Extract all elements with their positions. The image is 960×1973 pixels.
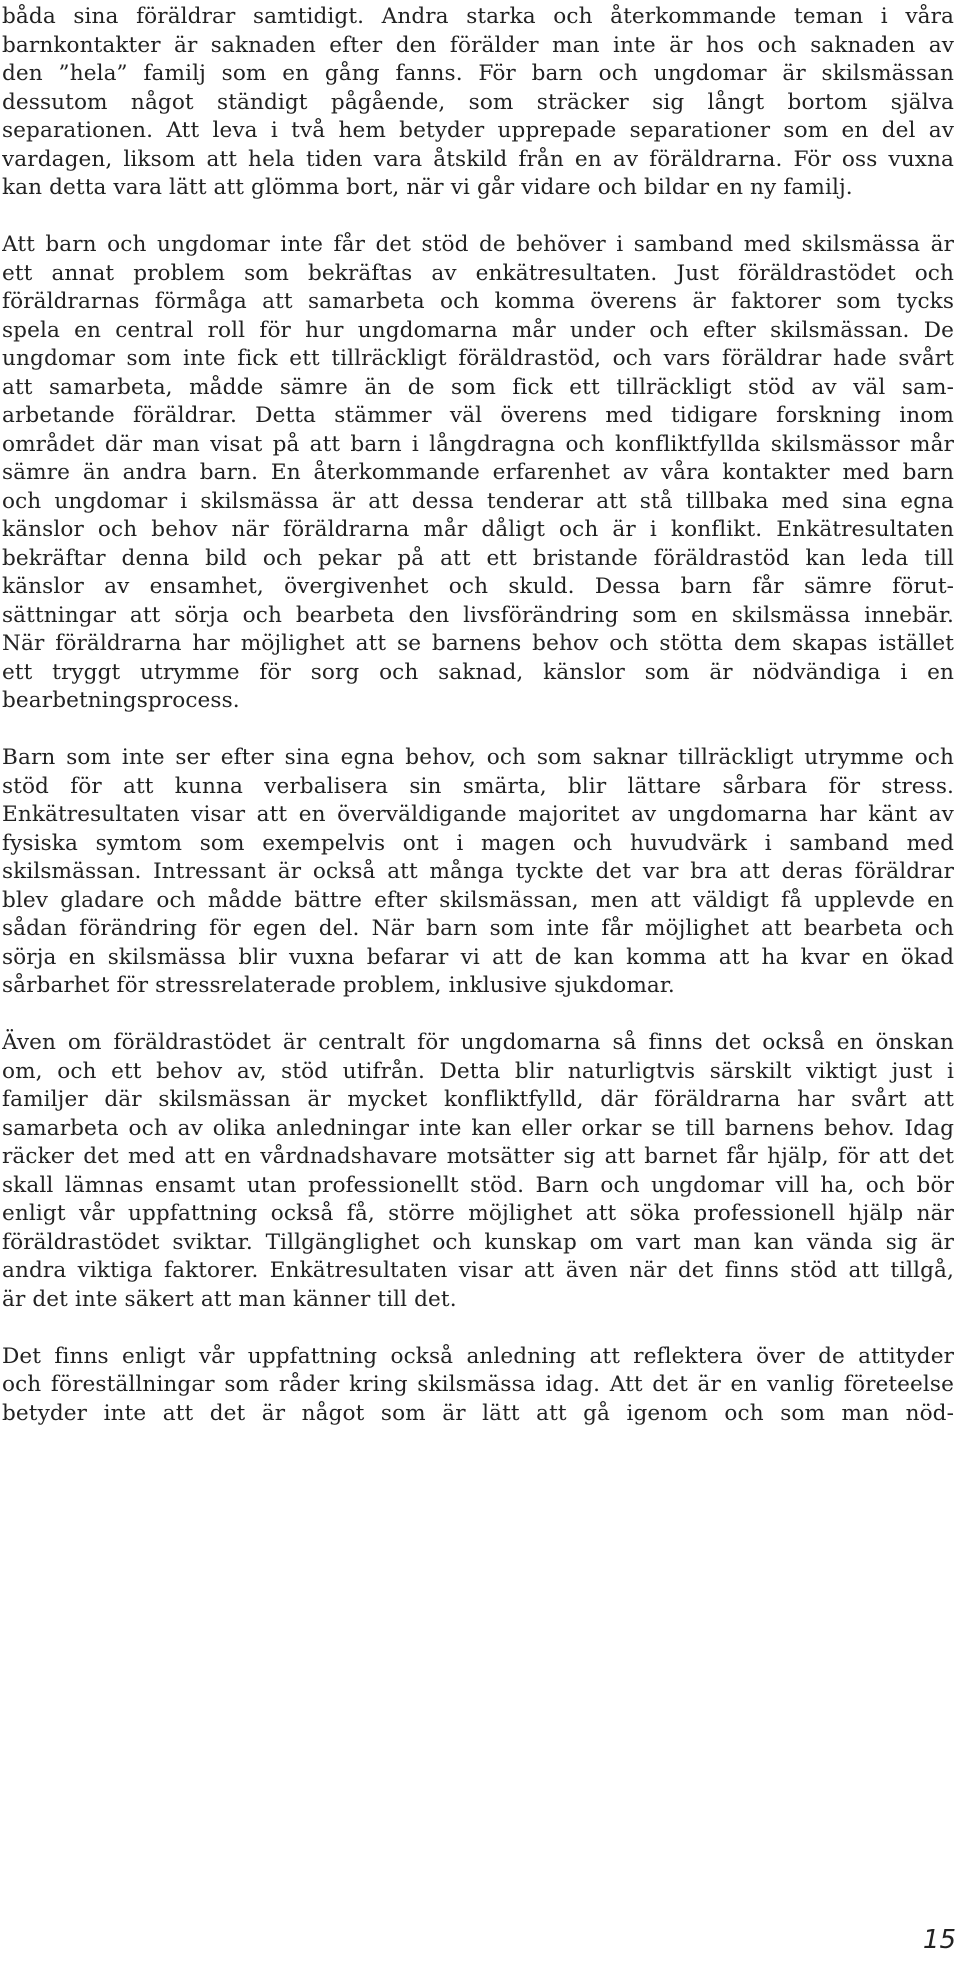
text-line: sämre än andra barn. En återkommande erfarenhet av våra kontakter med barn: [2, 460, 954, 485]
text-line: bearbetningsprocess.: [2, 688, 240, 713]
text-line: och ungdomar i skilsmässa är att dessa tenderar att stå tillbaka med sina egna: [2, 489, 954, 514]
text-line: bekräftar denna bild och pekar på att ett bristande föräldrastöd kan leda till: [2, 546, 954, 571]
text-line: skall lämnas ensamt utan professionellt stöd. Barn och ungdomar vill ha, och bör: [2, 1173, 954, 1198]
text-line: dessutom något ständigt pågående, som sträcker sig långt bortom själva: [2, 90, 954, 115]
text-line: familjer där skilsmässan är mycket konfliktfylld, där föräldrarna har svårt att: [2, 1087, 954, 1112]
text-line: är det inte säkert att man känner till det.: [2, 1287, 457, 1312]
text-line: barnkontakter är saknaden efter den förälder man inte är hos och saknaden av: [2, 33, 954, 58]
text-line: arbetande föräldrar. Detta stämmer väl överens med tidigare forskning inom: [2, 403, 954, 428]
text-line: andra viktiga faktorer. Enkätresultaten visar att även när det finns stöd att tillgå,: [2, 1258, 954, 1283]
text-line: och föreställningar som råder kring skilsmässa idag. Att det är en vanlig företeelse: [2, 1372, 954, 1397]
text-line: Enkätresultaten visar att en överväldigande majoritet av ungdomarna har känt av: [2, 802, 954, 827]
text-line: känslor och behov när föräldrarna mår dåligt och är i konflikt. Enkätresultaten: [2, 517, 954, 542]
text-line: om, och ett behov av, stöd utifrån. Detta blir naturligtvis särskilt viktigt just i: [2, 1059, 954, 1084]
text-line: sårbarhet för stressrelaterade problem, inklusive sjukdomar.: [2, 973, 675, 998]
page-number: 15: [922, 1925, 956, 1955]
text-line: känslor av ensamhet, övergivenhet och skuld. Dessa barn får sämre förut-: [2, 574, 954, 599]
text-line: sörja en skilsmässa blir vuxna befarar vi att de kan komma att ha kvar en ökad: [2, 945, 954, 970]
text-line: skilsmässan. Intressant är också att många tyckte det var bra att deras föräldrar: [2, 859, 954, 884]
text-line: vardagen, liksom att hela tiden vara åtskild från en av föräldrarna. För oss vuxna: [2, 147, 954, 172]
text-line: båda sina föräldrar samtidigt. Andra starka och återkommande teman i våra: [2, 4, 954, 29]
text-line: stöd för att kunna verbalisera sin smärta, blir lättare sårbara för stress.: [2, 774, 954, 799]
text-line: ungdomar som inte fick ett tillräckligt föräldrastöd, och vars föräldrar hade svårt: [2, 346, 954, 371]
text-line: ett tryggt utrymme för sorg och saknad, känslor som är nödvändiga i en: [2, 660, 954, 685]
text-line: Även om föräldrastödet är centralt för ungdomarna så finns det också en önskan: [2, 1030, 954, 1055]
text-line: sådan förändring för egen del. När barn som inte får möjlighet att bearbeta och: [2, 916, 954, 941]
text-line: sättningar att sörja och bearbeta den livsförändring som en skilsmässa innebär.: [2, 603, 954, 628]
text-line: enligt vår uppfattning också få, större möjlighet att söka professionell hjälp när: [2, 1201, 954, 1226]
text-line: blev gladare och mådde bättre efter skilsmässan, men att väldigt få upplevde en: [2, 888, 954, 913]
text-line: området där man visat på att barn i långdragna och konfliktfyllda skilsmässor mår: [2, 432, 954, 457]
text-line: föräldrarnas förmåga att samarbeta och komma överens är faktorer som tycks: [2, 289, 954, 314]
text-line: fysiska symtom som exempelvis ont i magen och huvudvärk i samband med: [2, 831, 954, 856]
text-line: Att barn och ungdomar inte får det stöd de behöver i samband med skilsmässa är: [2, 232, 954, 257]
text-line: föräldrastödet sviktar. Tillgänglighet och kunskap om vart man kan vända sig är: [2, 1230, 954, 1255]
text-line: När föräldrarna har möjlighet att se barnens behov och stötta dem skapas istället: [2, 631, 954, 656]
text-line: att samarbeta, mådde sämre än de som fick ett tillräckligt stöd av väl sam-: [2, 375, 954, 400]
text-line: Det finns enligt vår uppfattning också anledning att reflektera över de attityder: [2, 1344, 954, 1369]
text-line: ett annat problem som bekräftas av enkätresultaten. Just föräldrastödet och: [2, 261, 954, 286]
text-line: spela en central roll för hur ungdomarna mår under och efter skilsmässan. De: [2, 318, 954, 343]
text-line: betyder inte att det är något som är lätt att gå igenom och som man nöd-: [2, 1401, 954, 1426]
text-line: Barn som inte ser efter sina egna behov, och som saknar tillräckligt utrymme och: [2, 745, 954, 770]
text-line: samarbeta och av olika anledningar inte kan eller orkar se till barnens behov. Idag: [2, 1116, 954, 1141]
text-line: räcker det med att en vårdnadshavare motsätter sig att barnet får hjälp, för att det: [2, 1144, 954, 1169]
text-line: den ”hela” familj som en gång fanns. För barn och ungdomar är skilsmässan: [2, 61, 954, 86]
text-line: separationen. Att leva i två hem betyder upprepade separationer som en del av: [2, 118, 954, 143]
text-line: kan detta vara lätt att glömma bort, när vi går vidare och bildar en ny familj.: [2, 175, 853, 200]
